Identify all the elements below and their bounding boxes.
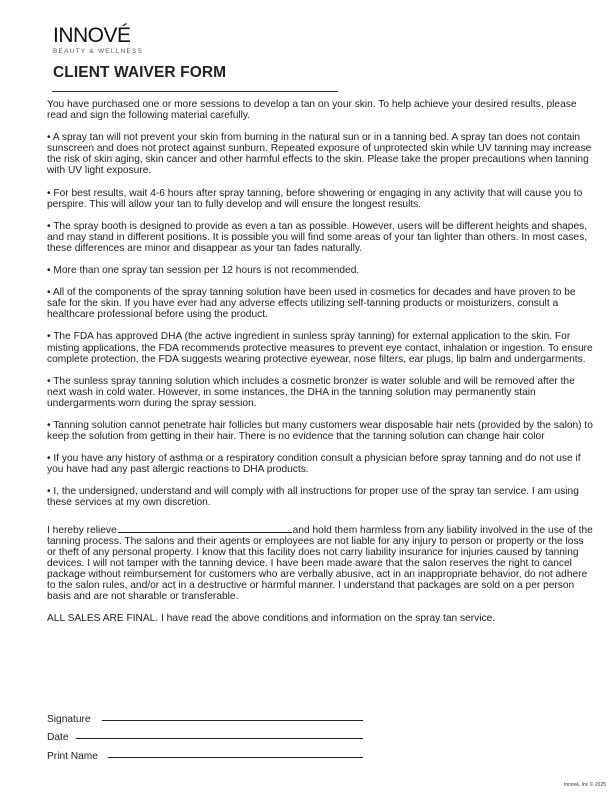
logo-wordmark: INNOVÉ	[53, 24, 131, 47]
signature-row	[47, 706, 98, 725]
title-divider	[52, 91, 338, 92]
page-title: CLIENT WAIVER FORM	[53, 64, 227, 81]
bullet-components-safety: • All of the components of the spray tanning solution have been used in cosmetics for decades and have proven to be safe for the skin. If you have ever had any adverse effects utilizing self-tanning products or moisturizers, consult a healthcare professional before using the product.	[47, 287, 576, 321]
release-paragraph	[47, 525, 595, 603]
waiver-body	[47, 99, 595, 635]
bullet-wait-time: • For best results, wait 4-6 hours after spray tanning, before showering or engaging in any activity that will cause you to perspire. This will allow your tan to fully develop and will ensure the longest results.	[47, 187, 583, 210]
bullet-bronzer-stain: • The sunless spray tanning solution which includes a cosmetic bronzer is water soluble and will be removed after the next wash in cold water. However, in some instances, the DHA in the tanning solution may permanently stain undergarments worn during the spray session.	[47, 375, 575, 409]
bullet-uv-warning: • A spray tan will not prevent your skin from burning in the natural sun or in a tanning bed. A spray tan does not contain sunscreen and does not protect against sunburn. Repeated exposure of unprotected skin while UV tanning may increase the risk of skin aging, skin cancer and other harmful effects to the skin. Please take the proper precautions when tanning with UV light exposure.	[47, 132, 592, 177]
brand-logo	[53, 25, 143, 56]
date-row	[47, 725, 98, 744]
logo-tagline: BEAUTY & WELLNESS	[53, 48, 144, 55]
bullet-booth-evenness: • The spray booth is designed to provide as even a tan as possible. However, users will be different heights and shapes, and may stand in different positions. It is possible you will find some areas of your tan lighter than others. In most cases, these differences are minor and disappear as your tan fades naturally.	[47, 220, 588, 254]
intro-paragraph: You have purchased one or more sessions to develop a tan on your skin. To help achieve your desired results, please read and sign the following material carefully.	[47, 99, 577, 122]
bullet-session-frequency: • More than one spray tan session per 12 hours is not recommended.	[47, 265, 360, 277]
bullet-fda-dha: • The FDA has approved DHA (the active ingredient in sunless spray tanning) for external application to the skin. For misting applications, the FDA recommends protective measures to prevent eye contact, inhalation or ingestion. To ensure complete protection, the FDA suggests wearing protective eyewear, nose filters, ear plugs, lip balm and undergarments.	[47, 331, 593, 365]
release-suffix: and hold them harmless from any liability involved in the use of the tanning process. The salons and their agents or employees are not liable for any injury to person or property or the loss or theft of any personal property. I know that this facility does not carry liability insurance for injuries caused by tanning devices. I will not tamper with the tanning device. I have been made aware that the salon reserves the right to cancel package without reimbursement for customers who are verbally abusive, act in an inappropriate behavior, do not adhere to the salon rules, and/or act in a destructive or harmful manner. I understand that packages are sold on a per person basis and are not sharable or transferable.	[47, 524, 593, 603]
signature-block	[47, 706, 98, 762]
print-name-label: Print Name	[47, 750, 98, 762]
signature-label: Signature	[47, 713, 91, 725]
signature-field[interactable]	[102, 720, 363, 721]
print-name-field[interactable]	[108, 757, 363, 758]
bullet-asthma: • If you have any history of asthma or a respiratory condition consult a physician before spray tanning and do not use if you have had any past allergic reactions to DHA products.	[47, 453, 581, 476]
print-name-row	[47, 743, 98, 762]
release-prefix: I hereby relieve	[47, 524, 117, 536]
relieve-party-field[interactable]	[118, 525, 292, 533]
bullet-undersigned: • I, the undersigned, understand and will comply with all instructions for proper use of the spray tan service. I am using these services at my own discretion.	[47, 486, 579, 509]
copyright-footer: Innové, Inc © 2025	[563, 782, 606, 788]
date-field[interactable]	[76, 738, 363, 739]
bullet-hair-nets: • Tanning solution cannot penetrate hair follicles but many customers wear disposable hair nets (provided by the salon) to keep the solution from getting in their hair. There is no evidence that the tanning solution can change hair color	[47, 419, 593, 443]
final-statement: ALL SALES ARE FINAL. I have read the above conditions and information on the spray tan service.	[47, 613, 496, 625]
date-label: Date	[47, 732, 69, 743]
